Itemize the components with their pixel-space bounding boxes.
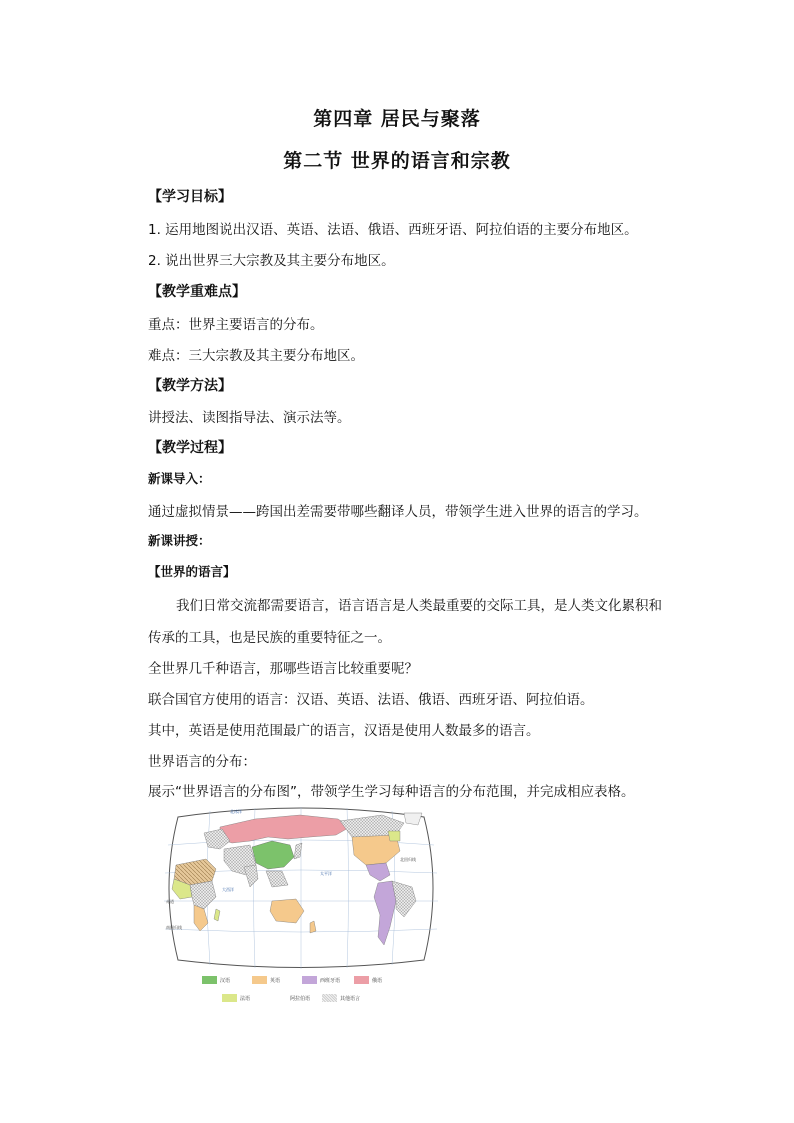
legend-swatch-other: [322, 994, 337, 1002]
method-heading: 【教学方法】: [148, 378, 232, 394]
legend-label-chinese: 汉语: [220, 978, 231, 984]
legend-label-russian: 俄语: [372, 978, 383, 984]
map-label-arctic: 北冰洋: [230, 809, 242, 814]
goal-item-2: 2. 说出世界三大宗教及其主要分布地区。: [148, 253, 395, 269]
paragraph-6: 展示“世界语言的分布图”，带领学生学习每种语言的分布范围，并完成相应表格。: [148, 784, 635, 800]
paragraph-1b: 传承的工具，也是民族的重要特征之一。: [148, 630, 391, 646]
key-points-heading: 【教学重难点】: [148, 284, 246, 300]
legend-label-arabic: 阿拉伯语: [290, 996, 311, 1002]
intro-heading: 新课导入：: [148, 471, 211, 486]
language-heading: 【世界的语言】: [148, 564, 236, 579]
paragraph-2: 全世界几千种语言，那哪些语言比较重要呢？: [148, 661, 418, 677]
map-label-equator: 赤道: [166, 899, 174, 904]
map-legend: [198, 972, 398, 1008]
difficult-point: 难点：三大宗教及其主要分布地区。: [148, 348, 364, 364]
map-label-tropic-cancer: 北回归线: [400, 857, 416, 862]
method-text: 讲授法、读图指导法、演示法等。: [148, 410, 351, 426]
legend-label-other: 其他语言: [340, 996, 361, 1002]
quebec-region: [388, 831, 400, 841]
legend-label-english: 英语: [270, 978, 281, 984]
map-label-tropic-capricorn: 南回归线: [166, 925, 182, 930]
paragraph-4: 其中，英语是使用范围最广的语言，汉语是使用人数最多的语言。: [148, 723, 540, 739]
teaching-heading: 新课讲授：: [148, 533, 211, 548]
process-heading: 【教学过程】: [148, 440, 232, 456]
legend-swatch-russian: [354, 976, 369, 984]
goal-item-1: 1. 运用地图说出汉语、英语、法语、俄语、西班牙语、阿拉伯语的主要分布地区。: [148, 222, 638, 238]
goals-heading: 【学习目标】: [148, 189, 232, 205]
legend-label-spanish: 西班牙语: [320, 978, 341, 984]
legend-swatch-french: [222, 994, 237, 1002]
paragraph-5: 世界语言的分布：: [148, 754, 256, 770]
chapter-title: 第四章 居民与聚落: [313, 108, 481, 130]
legend-swatch-chinese: [202, 976, 217, 984]
section-title: 第二节 世界的语言和宗教: [283, 150, 511, 172]
legend-swatch-spanish: [302, 976, 317, 984]
paragraph-3: 联合国官方使用的语言：汉语、英语、法语、俄语、西班牙语、阿拉伯语。: [148, 692, 594, 708]
key-point: 重点：世界主要语言的分布。: [148, 317, 324, 333]
legend-swatch-english: [252, 976, 267, 984]
world-map-graphic: [160, 805, 442, 970]
legend-swatch-arabic: [272, 994, 287, 1002]
world-language-map: [160, 805, 442, 970]
legend-label-french: 法语: [240, 996, 251, 1002]
map-label-atlantic: 大西洋: [222, 887, 234, 892]
map-label-pacific: 太平洋: [320, 871, 332, 876]
intro-text: 通过虚拟情景——跨国出差需要带哪些翻译人员，带领学生进入世界的语言的学习。: [148, 504, 648, 520]
paragraph-1a: 我们日常交流都需要语言，语言语言是人类最重要的交际工具，是人类文化累积和: [176, 598, 662, 614]
